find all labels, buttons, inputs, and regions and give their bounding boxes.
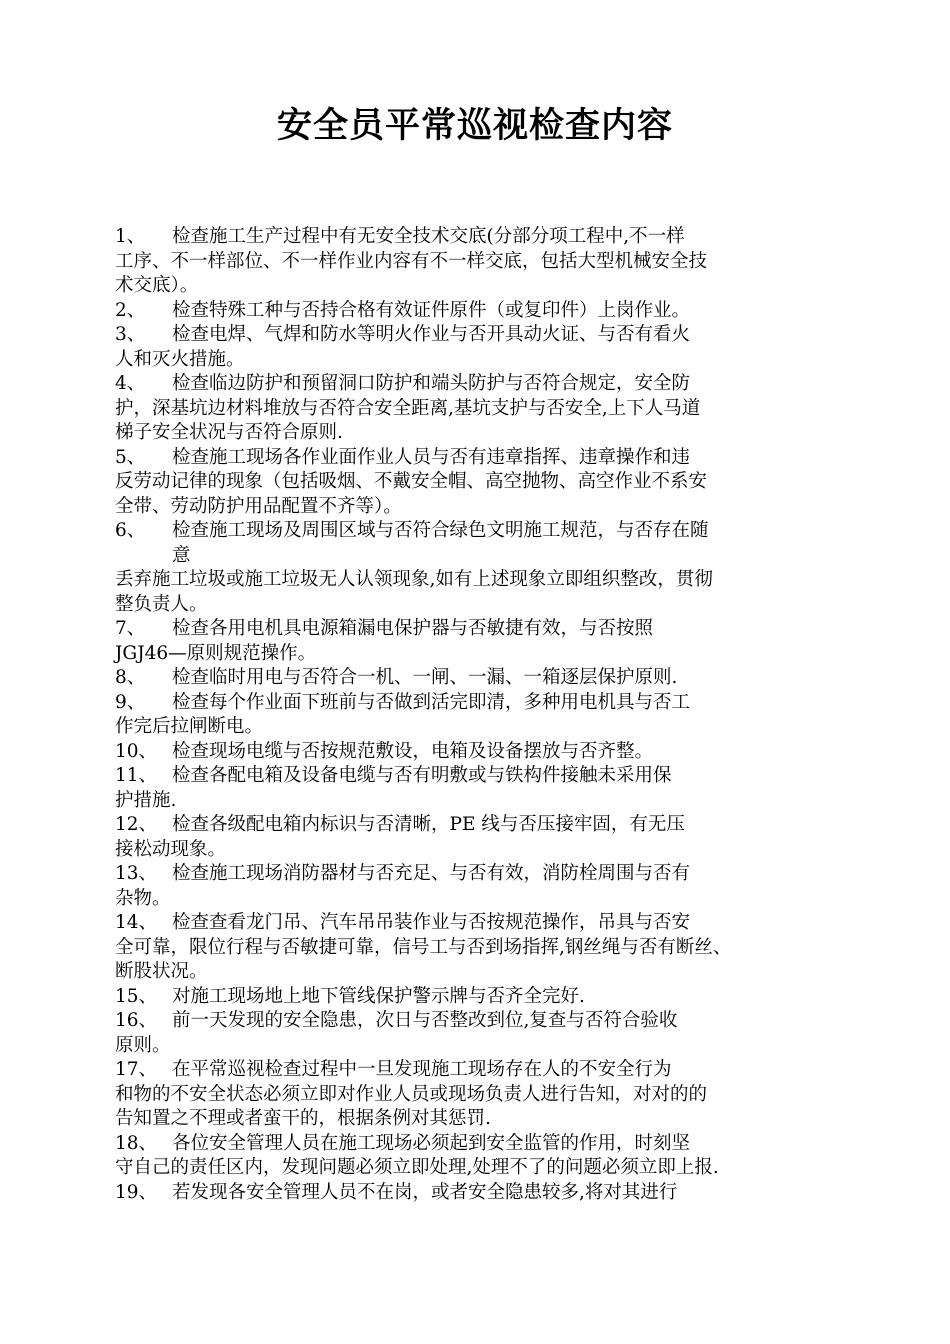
list-item — [115, 813, 850, 838]
item-text: 护，深基坑边材料堆放与否符合安全距离,基坑支护与否安全,上下人马道 — [115, 397, 701, 419]
item-text: 检查特殊工种与否持合格有效证件原件（或复印件）上岗作业。 — [172, 299, 691, 321]
item-text: 意 — [172, 544, 191, 566]
item-number: 1、 — [115, 226, 146, 247]
item-text: 在平常巡视检查过程中一旦发现施工现场存在人的不安全行为 — [172, 1059, 672, 1080]
item-text: 术交底）。 — [115, 275, 199, 296]
list-item — [115, 1009, 850, 1034]
item-number: 9、 — [115, 691, 146, 713]
item-number: 17、 — [115, 1059, 158, 1080]
list-item-continuation — [115, 470, 850, 495]
item-text: 和物的不安全状态必须立即对作业人员或现场负责人进行告知，对对的的 — [115, 1083, 708, 1105]
list-item — [115, 372, 850, 397]
item-number: 10、 — [115, 740, 158, 762]
list-item — [115, 1181, 850, 1206]
item-number: 6、 — [115, 520, 146, 541]
item-number: 11、 — [115, 765, 158, 786]
list-item-continuation — [115, 789, 850, 814]
item-number: 8、 — [115, 667, 146, 688]
item-text: 检查施工现场消防器材与否充足、与否有效，消防栓周围与否有 — [172, 863, 691, 884]
list-item-continuation — [115, 715, 850, 740]
item-text: 检查每个作业面下班前与否做到活完即清，多种用电机具与否工 — [172, 691, 691, 713]
list-item-continuation — [115, 397, 850, 422]
item-text: 断股状况。 — [115, 961, 208, 982]
list-item-continuation — [115, 1107, 850, 1132]
list-item — [115, 1132, 850, 1157]
item-text: 检查施工生产过程中有无安全技术交底(分部分项工程中,不一样 — [172, 226, 685, 247]
item-text: 杂物。 — [115, 887, 171, 909]
item-text: 检查施工现场及周围区域与否符合绿色文明施工规范，与否存在随 — [172, 520, 709, 541]
item-text: 护措施. — [115, 789, 177, 811]
item-number: 7、 — [115, 618, 146, 639]
item-number: 18、 — [115, 1132, 158, 1154]
list-item-continuation — [115, 838, 850, 863]
item-text: 告知置之不理或者蛮干的，根据条例对其惩罚. — [115, 1108, 491, 1129]
item-number: 4、 — [115, 373, 146, 394]
list-item-continuation — [115, 1034, 850, 1059]
item-text: 整负责人。 — [115, 593, 208, 615]
list-item — [115, 617, 850, 642]
list-item — [115, 911, 850, 936]
list-item — [115, 225, 850, 250]
item-text: 全带、劳动防护用品配置不齐等）。 — [115, 495, 402, 517]
list-item-continuation — [115, 593, 850, 618]
item-text: 反劳动记律的现象（包括吸烟、不戴安全帽、高空抛物、高空作业不系安 — [115, 471, 708, 492]
item-text: 检查各配电箱及设备电缆与否有明敷或与铁构件接触未采用保 — [172, 765, 672, 786]
item-number: 15、 — [115, 985, 158, 1007]
item-text: 检查电焊、气焊和防水等明火作业与否开具动火证、与否有看火 — [172, 324, 691, 345]
item-number: 13、 — [115, 863, 158, 884]
list-item-continuation — [115, 274, 850, 299]
list-item-continuation — [115, 936, 850, 961]
list-item — [115, 985, 850, 1010]
list-item — [115, 862, 850, 887]
item-text: 各位安全管理人员在施工现场必须起到安全监管的作用，时刻坚 — [172, 1132, 691, 1154]
page-title: 安全员平常巡视检查内容 — [276, 105, 673, 146]
item-text: 接松动现象。 — [115, 838, 227, 860]
list-item — [115, 764, 850, 789]
item-text: 原则。 — [115, 1034, 171, 1056]
list-item — [115, 691, 850, 716]
item-text: 检查查看龙门吊、汽车吊吊装作业与否按规范操作，吊具与否安 — [172, 912, 691, 933]
item-text: 全可靠，限位行程与否敏捷可靠，信号工与否到场指挥,钢丝绳与否有断丝、 — [115, 936, 732, 958]
item-text: 检查现场电缆与否按规范敷设，电箱及设备摆放与否齐整。 — [172, 740, 654, 762]
item-text: 对施工现场地上地下管线保护警示牌与否齐全完好. — [172, 985, 585, 1007]
item-text: 检查临时用电与否符合一机、一闸、一漏、一箱逐层保护原则. — [172, 667, 678, 688]
list-item-continuation — [115, 642, 850, 667]
list-item — [115, 299, 850, 324]
item-text: 若发现各安全管理人员不在岗，或者安全隐患较多,将对其进行 — [172, 1181, 678, 1203]
item-text: JGJ46—原则规范操作。 — [115, 642, 317, 664]
list-item-continuation — [115, 1083, 850, 1108]
item-text: 作完后拉闸断电。 — [115, 716, 264, 737]
item-text: 工序、不一样部位、不一样作业内容有不一样交底，包括大型机械安全技 — [115, 250, 708, 272]
item-text: 检查各级配电箱内标识与否清晰，PE 线与否压接牢固，有无压 — [172, 814, 685, 835]
item-text: 梯子安全状况与否符合原则. — [115, 422, 343, 443]
item-number: 3、 — [115, 324, 146, 345]
list-item-continuation — [115, 544, 850, 569]
item-number: 19、 — [115, 1181, 158, 1203]
list-item-continuation — [115, 1156, 850, 1181]
list-item-continuation — [115, 250, 850, 275]
inspection-item-list — [115, 225, 850, 1205]
list-item-continuation — [115, 421, 850, 446]
list-item — [115, 519, 850, 544]
list-item-continuation — [115, 348, 850, 373]
item-text: 人和灭火措施。 — [115, 348, 245, 370]
list-item — [115, 1058, 850, 1083]
item-text: 守自己的责任区内，发现问题必须立即处理,处理不了的问题必须立即上报. — [115, 1157, 719, 1178]
item-number: 5、 — [115, 446, 146, 468]
list-item — [115, 323, 850, 348]
list-item — [115, 740, 850, 765]
list-item-continuation — [115, 960, 850, 985]
item-number: 14、 — [115, 912, 158, 933]
item-number: 16、 — [115, 1010, 158, 1031]
item-number: 2、 — [115, 299, 146, 321]
item-text: 丢弃施工垃圾或施工垃圾无人认领现象,如有上述现象立即组织整改，贯彻 — [115, 569, 713, 590]
list-item-continuation — [115, 568, 850, 593]
list-item-continuation — [115, 495, 850, 520]
list-item — [115, 446, 850, 471]
item-text: 检查各用电机具电源箱漏电保护器与否敏捷有效，与否按照 — [172, 618, 654, 639]
item-text: 前一天发现的安全隐患，次日与否整改到位,复查与否符合验收 — [172, 1010, 678, 1031]
item-text: 检查临边防护和预留洞口防护和端头防护与否符合规定，安全防 — [172, 373, 691, 394]
item-number: 12、 — [115, 814, 158, 835]
list-item — [115, 666, 850, 691]
list-item-continuation — [115, 887, 850, 912]
item-text: 检查施工现场各作业面作业人员与否有违章指挥、违章操作和违 — [172, 446, 691, 468]
